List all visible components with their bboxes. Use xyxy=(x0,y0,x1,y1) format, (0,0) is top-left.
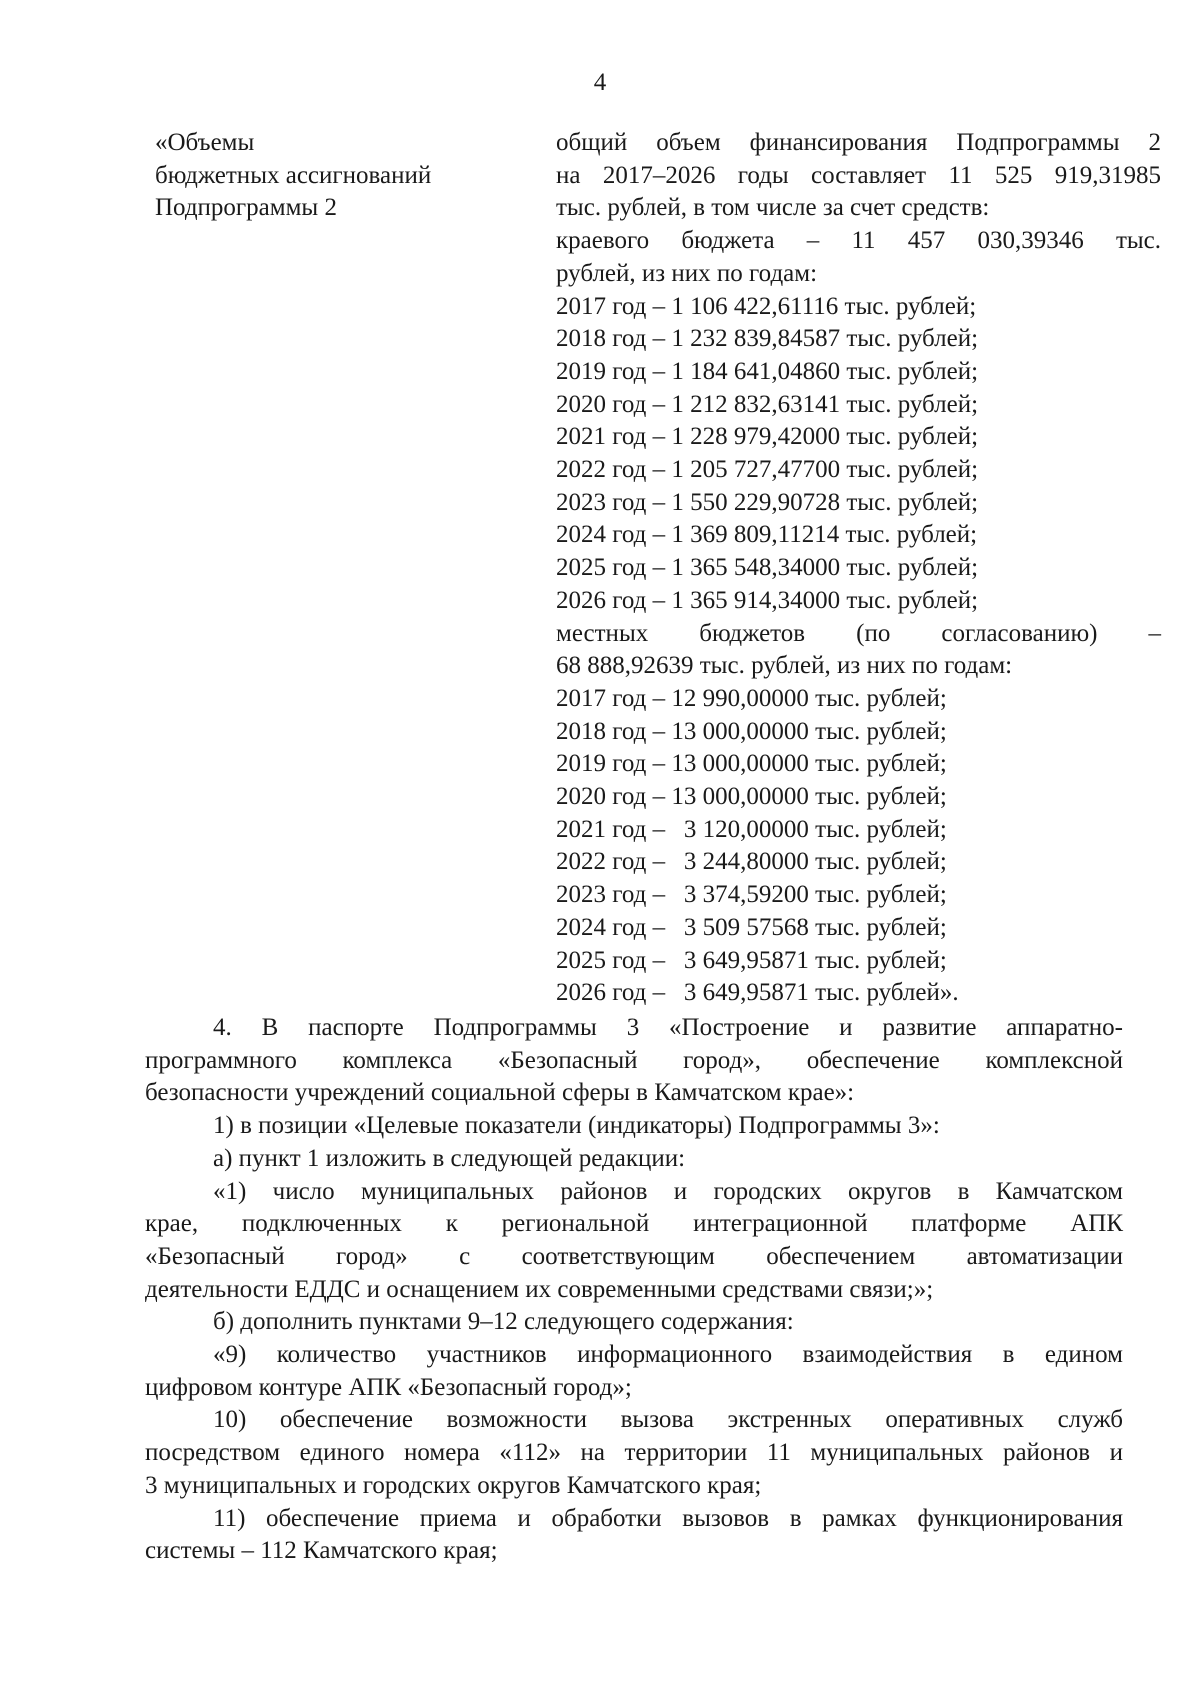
paragraph-line: деятельности ЕДДС и оснащением их современными средствами связи;»; xyxy=(145,1275,934,1303)
paragraph-line: безопасности учреждений социальной сферы в Камчатском крае»: xyxy=(145,1079,855,1107)
paragraph-4 xyxy=(145,1012,1123,1110)
paragraph-b: б) дополнить пунктами 9–12 следующего содержания: xyxy=(213,1308,794,1336)
intro-line: тыс. рублей, в том числе за счет средств: xyxy=(556,194,990,222)
local-year-line: 2019 год – 13 000,00000 тыс. рублей; xyxy=(556,750,947,778)
paragraph-line: 10) обеспечение возможности вызова экстренных оперативных служб xyxy=(213,1406,1123,1434)
local-year-line: 2017 год – 12 990,00000 тыс. рублей; xyxy=(556,684,947,712)
regional-budget-tail: рублей, из них по годам: xyxy=(556,259,818,287)
paragraph-a: а) пункт 1 изложить в следующей редакции: xyxy=(213,1144,686,1172)
paragraph-line: системы – 112 Камчатского края; xyxy=(145,1537,498,1565)
passport-label xyxy=(155,127,515,225)
local-year-line: 2018 год – 13 000,00000 тыс. рублей; xyxy=(556,717,947,745)
paragraph-line: «Безопасный город» с соответствующим обеспечением автоматизации xyxy=(145,1242,1123,1270)
paragraph-line: программного комплекса «Безопасный город», обеспечение комплексной xyxy=(145,1046,1123,1074)
paragraph-line: 4. В паспорте Подпрограммы 3 «Построение и развитие аппаратно- xyxy=(213,1014,1123,1041)
local-year-line: 2026 год – 3 649,95871 тыс. рублей». xyxy=(556,979,959,1007)
local-year-line: 2021 год – 3 120,00000 тыс. рублей; xyxy=(556,815,947,843)
regional-year-line: 2026 год – 1 365 914,34000 тыс. рублей; xyxy=(556,586,979,614)
intro-line: на 2017–2026 годы составляет 11 525 919,31985 xyxy=(556,161,1161,189)
local-year-line: 2024 год – 3 509 57568 тыс. рублей; xyxy=(556,913,947,941)
page-number: 4 xyxy=(593,69,607,96)
paragraph-item-10 xyxy=(145,1404,1123,1502)
local-budget-tail: 68 888,92639 тыс. рублей, из них по годам: xyxy=(556,652,1013,680)
paragraph-item-1 xyxy=(145,1176,1123,1307)
paragraph-line: посредством единого номера «112» на территории 11 муниципальных районов и xyxy=(145,1439,1123,1467)
local-year-line: 2020 год – 13 000,00000 тыс. рублей; xyxy=(556,783,947,811)
regional-year-line: 2018 год – 1 232 839,84587 тыс. рублей; xyxy=(556,325,979,353)
passport-label-line: «Объемы xyxy=(155,129,255,156)
regional-year-line: 2021 год – 1 228 979,42000 тыс. рублей; xyxy=(556,423,979,451)
regional-budget-header: краевого бюджета – 11 457 030,39346 тыс. xyxy=(556,227,1162,255)
local-budget-header: местных бюджетов (по согласованию) – xyxy=(556,619,1162,647)
paragraph-line: «1) число муниципальных районов и городских округов в Камчатском xyxy=(213,1177,1123,1205)
local-year-line: 2022 год – 3 244,80000 тыс. рублей; xyxy=(556,848,947,876)
paragraph-item-9 xyxy=(145,1339,1123,1404)
local-year-line: 2023 год – 3 374,59200 тыс. рублей; xyxy=(556,881,947,909)
intro-line: общий объем финансирования Подпрограммы 2 xyxy=(556,129,1161,156)
local-year-line: 2025 год – 3 649,95871 тыс. рублей; xyxy=(556,946,947,974)
body-text xyxy=(145,1012,1123,1568)
regional-year-line: 2023 год – 1 550 229,90728 тыс. рублей; xyxy=(556,488,979,516)
passport-label-line: бюджетных ассигнований xyxy=(155,161,432,189)
passport-value xyxy=(556,127,1161,1010)
paragraph-line: крае, подключенных к региональной интеграционной платформе АПК xyxy=(145,1210,1123,1238)
regional-year-line: 2017 год – 1 106 422,61116 тыс. рублей; xyxy=(556,292,977,320)
paragraph-item-11 xyxy=(145,1503,1123,1568)
regional-year-line: 2022 год – 1 205 727,47700 тыс. рублей; xyxy=(556,456,979,484)
regional-year-line: 2019 год – 1 184 641,04860 тыс. рублей; xyxy=(556,357,979,385)
regional-year-line: 2024 год – 1 369 809,11214 тыс. рублей; xyxy=(556,521,978,549)
regional-year-line: 2025 год – 1 365 548,34000 тыс. рублей; xyxy=(556,554,979,582)
paragraph-position-1: 1) в позиции «Целевые показатели (индикаторы) Подпрограммы 3»: xyxy=(213,1112,940,1140)
paragraph-line: «9) количество участников информационного взаимодействия в едином xyxy=(213,1341,1123,1369)
paragraph-line: 3 муниципальных и городских округов Камчатского края; xyxy=(145,1471,762,1499)
regional-year-line: 2020 год – 1 212 832,63141 тыс. рублей; xyxy=(556,390,979,418)
paragraph-line: цифровом контуре АПК «Безопасный город»; xyxy=(145,1373,632,1401)
passport-label-line: Подпрограммы 2 xyxy=(155,194,337,222)
paragraph-line: 11) обеспечение приема и обработки вызовов в рамках функционирования xyxy=(213,1504,1123,1532)
